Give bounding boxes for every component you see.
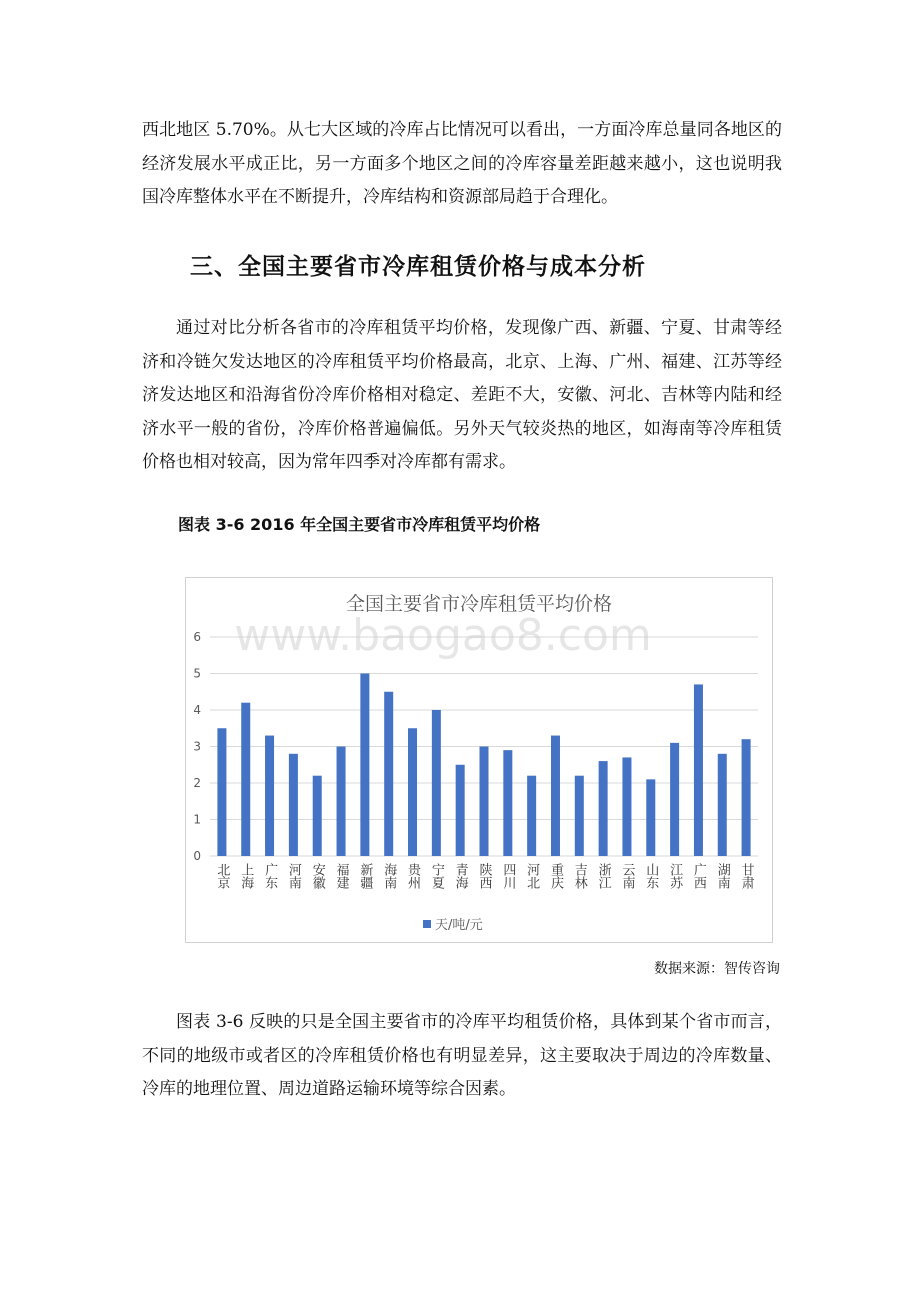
bar [265,736,274,856]
bar-chart [186,578,772,942]
bar [432,710,441,856]
bar [622,757,631,856]
x-tick-label: 新疆 [357,863,373,889]
x-tick-label: 湖南 [714,863,730,889]
y-tick-label: 4 [193,703,201,717]
legend [423,918,483,933]
x-tick-label: 青海 [452,863,468,889]
bar [646,779,655,856]
x-tick-label: 宁夏 [428,863,444,889]
x-tick-label: 贵州 [405,863,421,889]
legend-label: 天/吨/元 [435,918,483,933]
bar [241,703,250,856]
bar [289,754,298,856]
chart-container [185,577,773,943]
bar [694,684,703,856]
x-tick-label: 广西 [690,863,706,889]
x-tick-label: 海南 [381,863,397,889]
chart-title: 全国主要省市冷库租赁平均价格 [345,593,613,615]
bar [408,728,417,856]
intro-paragraph: 西北地区 5.70%。从七大区域的冷库占比情况可以看出，一方面冷库总量同各地区的经济发展水平成正比，另一方面多个地区之间的冷库容量差距越来越小，这也说明我国冷库整体水平在不断提升，冷库结构和资源部局趋于合理化。 [142,120,782,207]
x-tick-label: 浙江 [595,863,611,889]
y-tick-label: 2 [193,776,201,790]
bar [480,747,489,857]
y-tick-label: 0 [193,849,201,863]
x-tick-label: 北京 [214,863,230,889]
bar [742,739,751,856]
y-tick-label: 5 [193,666,201,681]
bar [575,776,584,856]
y-tick-label: 1 [193,812,201,827]
x-tick-label: 安徽 [309,863,325,889]
data-source: 数据来源：智传咨询 [654,961,780,977]
x-tick-label: 四川 [500,863,516,889]
bar [337,747,346,857]
figure-caption: 图表 3-6 2016 年全国主要省市冷库租赁平均价格 [178,515,541,534]
x-tick-label: 山东 [643,863,659,889]
bar [360,674,369,857]
x-tick-label: 陕西 [476,863,492,889]
closing-paragraph: 图表 3-6 反映的只是全国主要省市的冷库平均租赁价格，具体到某个省市而言，不同的地级市或者区的冷库租赁价格也有明显差异，这主要取决于周边的冷库数量、冷库的地理位置、周边道路运输环境等综合因素。 [142,1012,782,1099]
bar [599,761,608,856]
bar [384,692,393,856]
bar [313,776,322,856]
bar [217,728,226,856]
bar [456,765,465,856]
x-tick-label: 吉林 [571,863,587,889]
bar [551,736,560,856]
x-tick-label: 福建 [333,863,349,889]
y-tick-label: 6 [193,630,201,644]
bar [718,754,727,856]
x-tick-label: 上海 [238,863,254,889]
x-tick-label: 甘肃 [738,863,754,889]
watermark: www.baogao8.com [234,610,652,661]
bar [670,743,679,856]
y-tick-label: 3 [193,739,201,754]
bar [503,750,512,856]
x-tick-label: 云南 [619,863,635,889]
legend-swatch [423,920,431,928]
analysis-paragraph: 通过对比分析各省市的冷库租赁平均价格，发现像广西、新疆、宁夏、甘肃等经济和冷链欠发达地区的冷库租赁平均价格最高，北京、上海、广州、福建、江苏等经济发达地区和沿海省份冷库价格相对稳定、差距不大，安徽、河北、吉林等内陆和经济水平一般的省份，冷库价格普遍偏低。另外天气较炎热的地区，如海南等冷库租赁价格也相对较高，因为常年四季对冷库都有需求。 [142,318,782,472]
x-tick-label: 重庆 [547,863,563,889]
section-heading: 三、全国主要省市冷库租赁价格与成本分析 [190,254,646,280]
x-tick-label: 河南 [285,863,301,889]
x-tick-label: 河北 [524,863,540,889]
bar [527,776,536,856]
x-tick-label: 广东 [262,863,278,889]
x-tick-label: 江苏 [667,863,683,889]
